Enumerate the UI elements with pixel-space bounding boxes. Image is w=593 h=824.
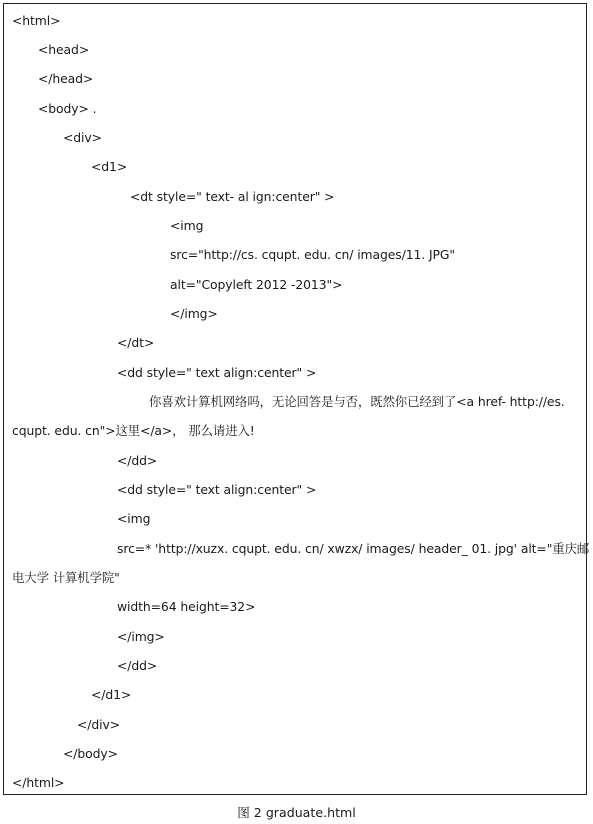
code-line-dt-close: </dt>	[117, 335, 155, 350]
code-line-dd-open: <dd style=" text align:center" >	[117, 365, 317, 380]
code-line-div-open: <div>	[63, 130, 102, 145]
code-line-img2-alt-cont: 电大学 计算机学院"	[12, 570, 120, 585]
code-line-img2-open: <img	[117, 511, 151, 526]
code-line-div-close: </div>	[77, 717, 120, 732]
code-line-html-close: </html>	[12, 775, 65, 790]
code-line-img2-src: src=* 'http://xuzx. cqupt. edu. cn/ xwzx/ images/ header_ 01. jpg' alt="重庆邮	[117, 541, 590, 556]
code-line-dd2-close: </dd>	[117, 658, 158, 673]
code-line-head-close: </head>	[38, 71, 94, 86]
code-line-body-open: <body> .	[38, 101, 97, 116]
code-line-img2-close: </img>	[117, 629, 165, 644]
code-line-img-alt: alt="Copyleft 2012 -2013">	[170, 277, 343, 292]
code-line-dd-text: 你喜欢计算机网络吗，无论回答是与否，既然你已经到了<a href- http://es.	[149, 394, 565, 409]
figure-caption: 图 2 graduate.html	[237, 805, 356, 820]
code-listing-box	[3, 3, 590, 795]
code-line-img-open: <img	[170, 218, 204, 233]
code-line-dl-close: </d1>	[91, 687, 132, 702]
code-line-html-open: <html>	[12, 13, 61, 28]
code-line-img-close: </img>	[170, 306, 218, 321]
code-line-dt-open: <dt style=" text- al ign:center" >	[130, 189, 335, 204]
code-line-dd-text-cont: cqupt. edu. cn">这里</a>， 那么请进入!	[12, 423, 255, 438]
code-line-dd-close: </dd>	[117, 453, 158, 468]
code-line-dl-open: <d1>	[91, 159, 128, 174]
code-line-head-open: <head>	[38, 42, 90, 57]
code-line-body-close: </body>	[63, 746, 118, 761]
code-line-dd2-open: <dd style=" text align:center" >	[117, 482, 317, 497]
code-line-img2-size: width=64 height=32>	[117, 599, 256, 614]
code-line-img-src: src="http://cs. cqupt. edu. cn/ images/11. JPG"	[170, 247, 455, 262]
